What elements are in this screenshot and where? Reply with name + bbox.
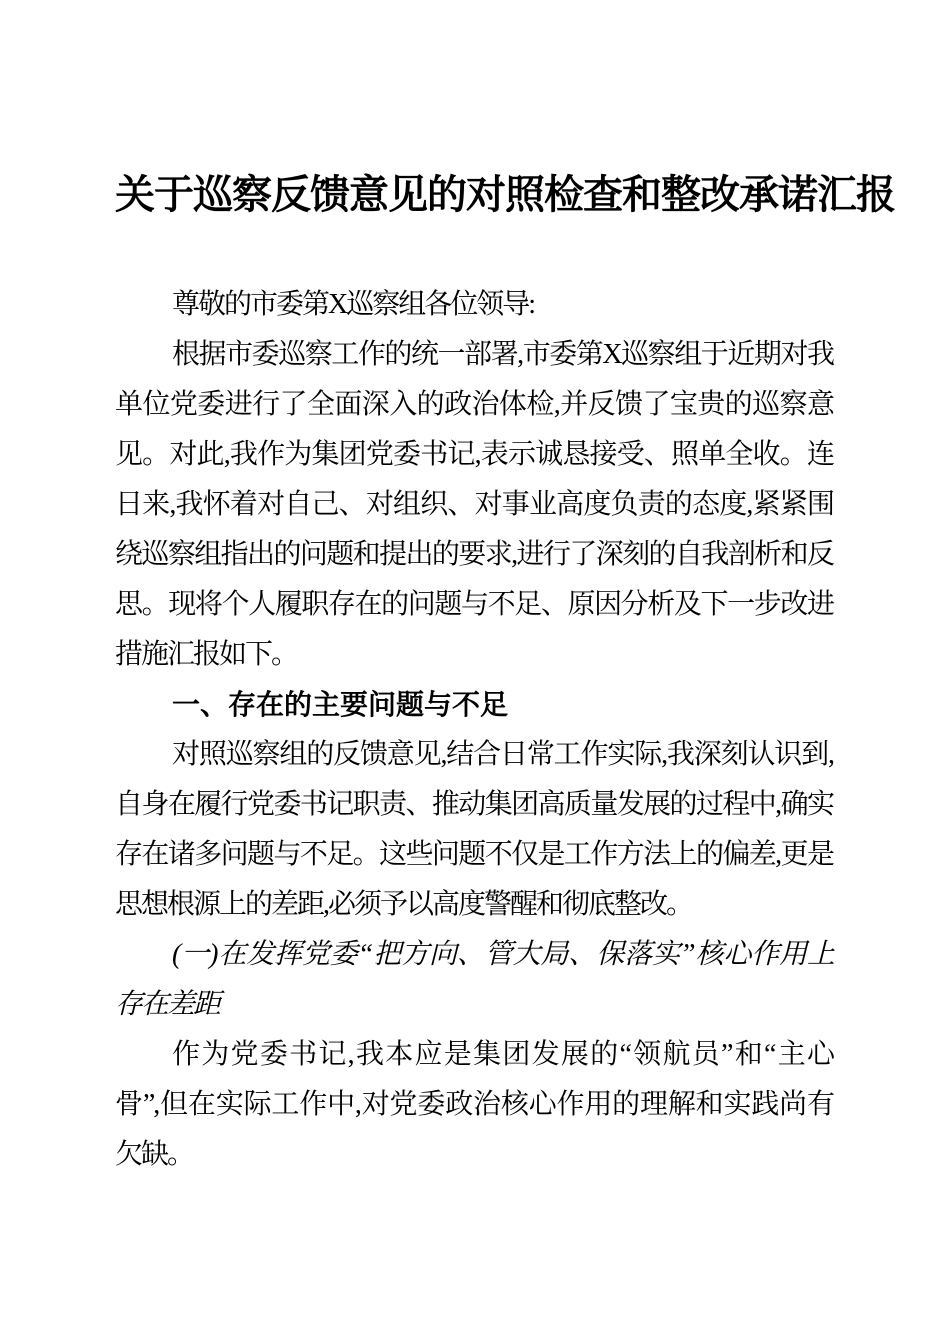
text-line: 尊敬的市委第X巡察组各位领导:	[172, 289, 535, 320]
text-line: 单位党委进行了全面深入的政治体检,并反馈了宝贵的巡察意	[115, 389, 833, 420]
text-line: 思。现将个人履职存在的问题与不足、原因分析及下一步改进	[115, 589, 833, 620]
text-line: 骨”,但在实际工作中,对党委政治核心作用的理解和实践尚有	[115, 1089, 833, 1120]
text-line: 自身在履行党委书记职责、推动集团高质量发展的过程中,确实	[115, 789, 833, 820]
subsection-heading-text: (一)在发挥党委“把方向、管大局、保落实”核心作用上	[172, 939, 833, 970]
text-line: 思想根源上的差距,必须予以高度警醒和彻底整改。	[115, 889, 693, 920]
text-line: 绕巡察组指出的问题和提出的要求,进行了深刻的自我剖析和反	[115, 539, 833, 570]
section-heading	[115, 680, 833, 730]
document-title: 关于巡察反馈意见的对照检查和整改承诺汇报	[115, 172, 895, 217]
text-line: 对照巡察组的反馈意见,结合日常工作实际,我深刻认识到,	[172, 739, 833, 770]
text-line: 日来,我怀着对自己、对组织、对事业高度负责的态度,紧紧围	[115, 489, 833, 520]
text-line: 作为党委书记,我本应是集团发展的“领航员”和“主心	[172, 1039, 833, 1070]
document-body	[115, 0, 895, 1180]
title-body-gap	[115, 218, 833, 280]
subsection-heading	[115, 930, 833, 1030]
subsection-paragraph	[115, 1030, 833, 1180]
salutation	[115, 280, 833, 330]
subsection-heading-text: 存在差距	[115, 989, 220, 1020]
text-line: 欠缺。	[115, 1139, 194, 1170]
text-line: 措施汇报如下。	[115, 639, 298, 670]
text-line: 根据市委巡察工作的统一部署,市委第X巡察组于近期对我	[172, 339, 833, 370]
intro-paragraph	[115, 330, 833, 680]
section-heading-text: 一、存在的主要问题与不足	[172, 689, 509, 720]
section-lead-paragraph	[115, 730, 833, 930]
text-line: 见。对此,我作为集团党委书记,表示诚恳接受、照单全收。连	[115, 439, 833, 470]
text-line: 存在诸多问题与不足。这些问题不仅是工作方法上的偏差,更是	[115, 839, 833, 870]
